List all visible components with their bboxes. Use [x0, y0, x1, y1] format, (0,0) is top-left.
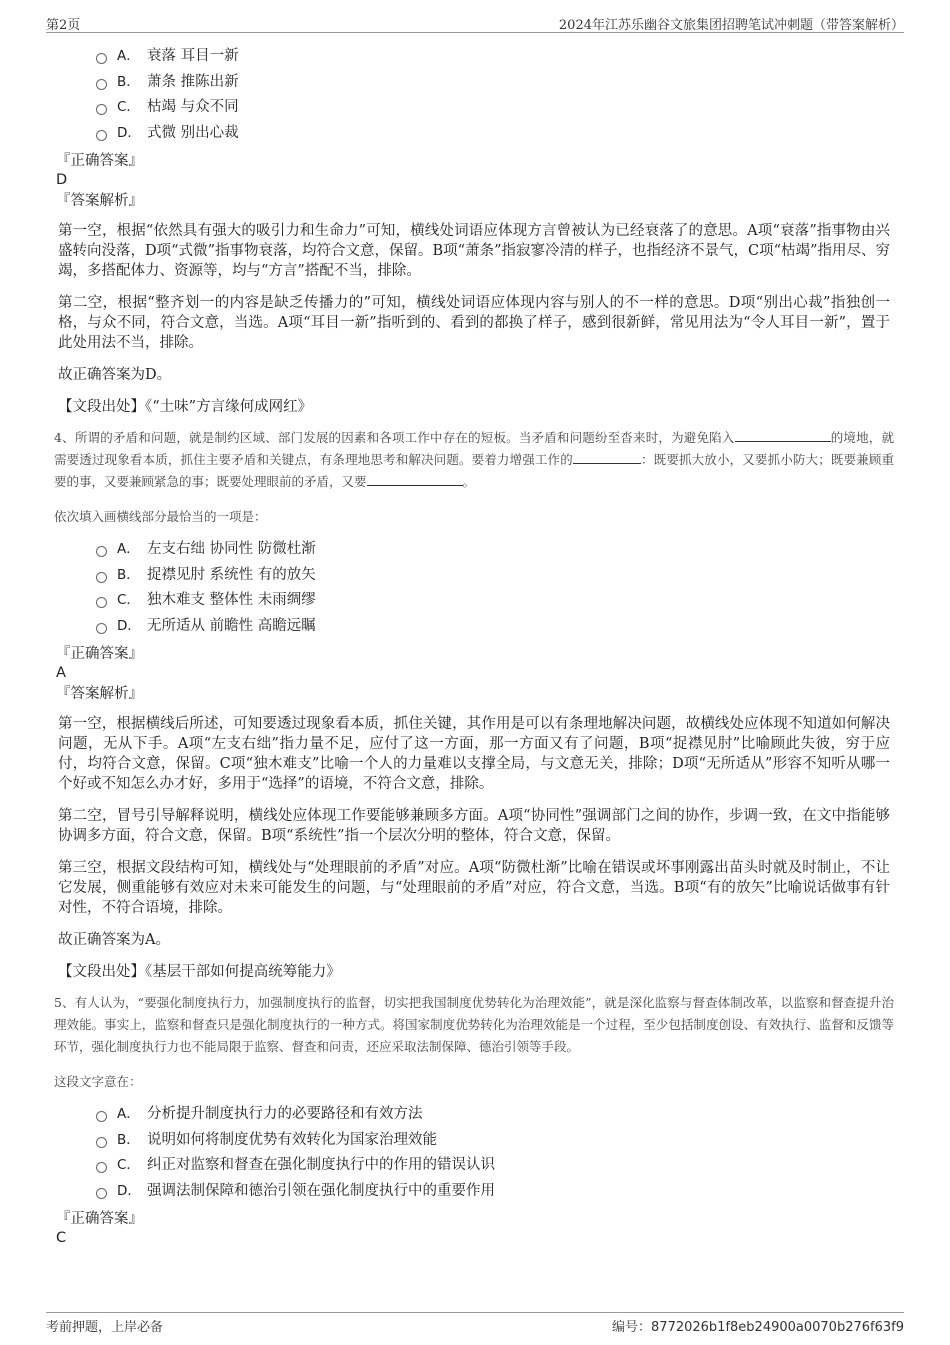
q5-prompt: 这段文字意在：: [54, 1074, 142, 1089]
page-header: [46, 12, 904, 33]
q3-option-d[interactable]: D． 式微 别出心裁: [96, 121, 890, 147]
radio-icon[interactable]: [96, 130, 107, 141]
page-footer: [46, 1312, 904, 1335]
analysis-label: 『答案解析』: [56, 686, 143, 702]
q3-analysis-1: 第一空，根据“依然具有强大的吸引力和生命力”可知，横线处词语应体现方言曾被认为已经衰落了的意思。A项“衰落”指事物由兴盛转向没落，D项“式微”指事物衰落，均符合文意，保留。B项“萧条”指寂寥冷清的样子，也指经济不景气，C项“枯竭”指用尽、穷竭，多搭配体力、资源等，均与“方言”搭配不当，排除。: [58, 223, 890, 279]
q4-analysis-4: 故正确答案为A。: [58, 932, 170, 948]
q5-answer: C: [56, 1230, 67, 1246]
correct-answer-label: 『正确答案』: [56, 646, 143, 662]
radio-icon[interactable]: [96, 104, 107, 115]
q5-option-b[interactable]: B． 说明如何将制度优势有效转化为国家治理效能: [96, 1128, 890, 1154]
q4-analysis-1: 第一空，根据横线后所述，可知要透过现象看本质，抓住关键，其作用是可以有条理地解决问题，故横线处应体现不知道如何解决问题，无从下手。A项“左支右绌”指力量不足，应付了这一方面，那一方面又有了问题，B项“捉襟见肘”比喻顾此失彼，穷于应付，均符合文意，保留。C项“独木难支”比喻一个人的力量难以支撑全局，与文意无关，排除；D项“无所适从”形容不知听从哪一个好或不知怎么办才好，多用于“选择”的语境，不符合文意，排除。: [58, 716, 890, 792]
q3-option-b[interactable]: B． 萧条 推陈出新: [96, 70, 890, 96]
q3-source: 【文段出处】《“土味”方言缘何成网红》: [58, 399, 313, 415]
q4-analysis-2: 第二空，冒号引导解释说明，横线处应体现工作要能够兼顾多方面。A项“协同性”强调部门之间的协作，步调一致，在文中指能够协调多方面，符合文意，保留。B项“系统性”指一个层次分明的整体，符合文意，保留。: [58, 808, 890, 844]
footer-slogan: 考前押题，上岸必备: [46, 1320, 164, 1335]
q4-option-c[interactable]: C． 独木难支 整体性 未雨绸缪: [96, 588, 890, 614]
radio-icon[interactable]: [96, 1188, 107, 1199]
q4-analysis-3: 第三空，根据文段结构可知，横线处与“处理眼前的矛盾”对应。A项“防微杜渐”比喻在错误或坏事刚露出苗头时就及时制止，不让它发展，侧重能够有效应对未来可能发生的问题，与“处理眼前的矛盾”对应，符合文意，当选。B项“有的放矢”比喻说话做事有针对性，不符合语境，排除。: [58, 860, 890, 916]
radio-icon[interactable]: [96, 79, 107, 90]
analysis-label: 『答案解析』: [56, 193, 143, 209]
radio-icon[interactable]: [96, 546, 107, 557]
radio-icon[interactable]: [96, 1137, 107, 1148]
q3-analysis-3: 故正确答案为D。: [58, 367, 172, 383]
q4-option-b[interactable]: B． 捉襟见肘 系统性 有的放矢: [96, 563, 890, 589]
blank-line: [573, 451, 641, 464]
radio-icon[interactable]: [96, 1111, 107, 1122]
radio-icon[interactable]: [96, 53, 107, 64]
q4-prompt: 依次填入画横线部分最恰当的一项是：: [54, 509, 267, 524]
document-code: 编号：8772026b1f8eb24900a0070b276f63f9: [612, 1320, 904, 1335]
q5-option-d[interactable]: D． 强调法制保障和德治引领在强化制度执行中的重要作用: [96, 1179, 890, 1205]
q4-options: [96, 537, 890, 639]
q4-source: 【文段出处】《基层干部如何提高统筹能力》: [58, 964, 341, 980]
document-body: [54, 42, 894, 1249]
q3-answer: D: [56, 172, 68, 188]
q4-option-a[interactable]: A． 左支右绌 协同性 防微杜渐: [96, 537, 890, 563]
radio-icon[interactable]: [96, 572, 107, 583]
q3-options: [96, 44, 890, 146]
q5-option-a[interactable]: A． 分析提升制度执行力的必要路径和有效方法: [96, 1102, 890, 1128]
q3-option-c[interactable]: C． 枯竭 与众不同: [96, 95, 890, 121]
radio-icon[interactable]: [96, 623, 107, 634]
q3-option-a[interactable]: A． 衰落 耳目一新: [96, 44, 890, 70]
correct-answer-label: 『正确答案』: [56, 1211, 143, 1227]
page-number: 第2页: [46, 18, 81, 33]
blank-line: [735, 429, 831, 442]
document-title: 2024年江苏乐幽谷文旅集团招聘笔试冲刺题（带答案解析）: [558, 18, 904, 33]
q5-stem: 5、有人认为，“要强化制度执行力，加强制度执行的监督，切实把我国制度优势转化为治理效能”，就是深化监察与督查体制改革，以监察和督查提升治理效能。事实上，监察和督查只是强化制度执行的一种方式。将国家制度优势转化为治理效能是一个过程，至少包括制度创设、有效执行、监督和反馈等环节，强化制度执行力也不能局限于监察、督查和问责，还应采取法制保障、德治引领等手段。: [54, 995, 894, 1054]
correct-answer-label: 『正确答案』: [56, 153, 143, 169]
q3-analysis-2: 第二空，根据“整齐划一的内容是缺乏传播力的”可知，横线处词语应体现内容与别人的不一样的意思。D项“别出心裁”指独创一格，与众不同，符合文意，当选。A项“耳目一新”指听到的、看到的都换了样子，感到很新鲜，常见用法为“令人耳目一新”，置于此处用法不当，排除。: [58, 295, 890, 351]
radio-icon[interactable]: [96, 597, 107, 608]
q4-option-d[interactable]: D． 无所适从 前瞻性 高瞻远瞩: [96, 614, 890, 640]
q5-options: [96, 1102, 890, 1204]
radio-icon[interactable]: [96, 1162, 107, 1173]
q4-stem: 4、所谓的矛盾和问题，就是制约区域、部门发展的因素和各项工作中存在的短板。当矛盾和问题纷至沓来时，为避免陷入 的境地，就需要透过现象看本质，抓住主要矛盾和关键点，有条理地思考和解决问题。要着力增强工作的 ：既要抓大放小，又要抓小防大；既要兼顾重要的事，又要兼顾紧急的事；既要处理眼前的矛盾，又要 。: [54, 430, 894, 489]
blank-line: [367, 473, 463, 486]
q5-option-c[interactable]: C． 纠正对监察和督查在强化制度执行中的作用的错误认识: [96, 1153, 890, 1179]
q4-answer: A: [56, 665, 66, 681]
